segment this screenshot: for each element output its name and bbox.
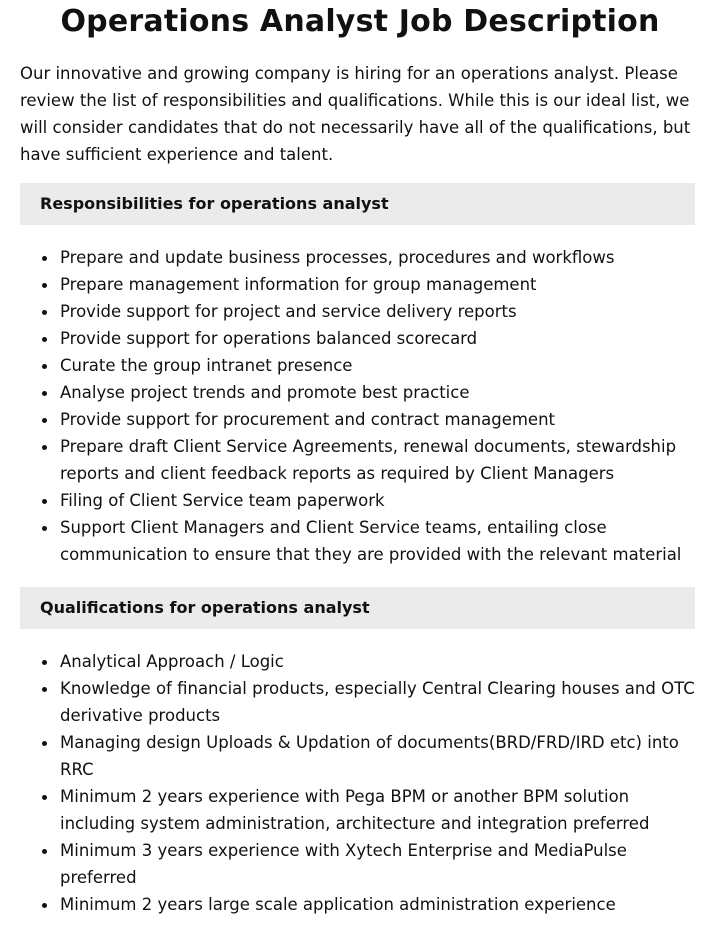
responsibilities-heading: Responsibilities for operations analyst <box>20 183 695 225</box>
responsibility-item: Provide support for procurement and contract management <box>20 406 696 433</box>
qualification-item: Managing design Uploads & Updation of documents(BRD/FRD/IRD etc) into RRC <box>20 729 696 783</box>
responsibility-item: Prepare and update business processes, procedures and workflows <box>20 244 696 271</box>
qualification-item: Minimum 2 years large scale application administration experience <box>20 891 696 918</box>
qualification-item: Knowledge of financial products, especially Central Clearing houses and OTC derivative products <box>20 675 696 729</box>
qualifications-list <box>20 648 696 918</box>
responsibility-item: Provide support for project and service delivery reports <box>20 298 696 325</box>
qualifications-heading: Qualifications for operations analyst <box>20 587 695 629</box>
responsibility-item: Prepare draft Client Service Agreements, renewal documents, stewardship reports and client feedback reports as required by Client Managers <box>20 433 696 487</box>
responsibility-item: Provide support for operations balanced scorecard <box>20 325 696 352</box>
qualification-item: Minimum 3 years experience with Xytech Enterprise and MediaPulse preferred <box>20 837 696 891</box>
responsibility-item: Support Client Managers and Client Service teams, entailing close communication to ensure that they are provided with the relevant material <box>20 514 696 568</box>
responsibility-item: Filing of Client Service team paperwork <box>20 487 696 514</box>
responsibility-item: Prepare management information for group management <box>20 271 696 298</box>
responsibility-item: Analyse project trends and promote best practice <box>20 379 696 406</box>
responsibilities-list <box>20 244 696 568</box>
responsibility-item: Curate the group intranet presence <box>20 352 696 379</box>
qualification-item: Minimum 2 years experience with Pega BPM or another BPM solution including system administration, architecture and integration preferred <box>20 783 696 837</box>
page-title: Operations Analyst Job Description <box>60 4 660 39</box>
intro-paragraph: Our innovative and growing company is hiring for an operations analyst. Please review the list of responsibilities and qualifications. While this is our ideal list, we will consider candidates that do not necessarily have all of the qualifications, but have sufficient experience and talent. <box>20 64 691 164</box>
qualification-item: Analytical Approach / Logic <box>20 648 696 675</box>
